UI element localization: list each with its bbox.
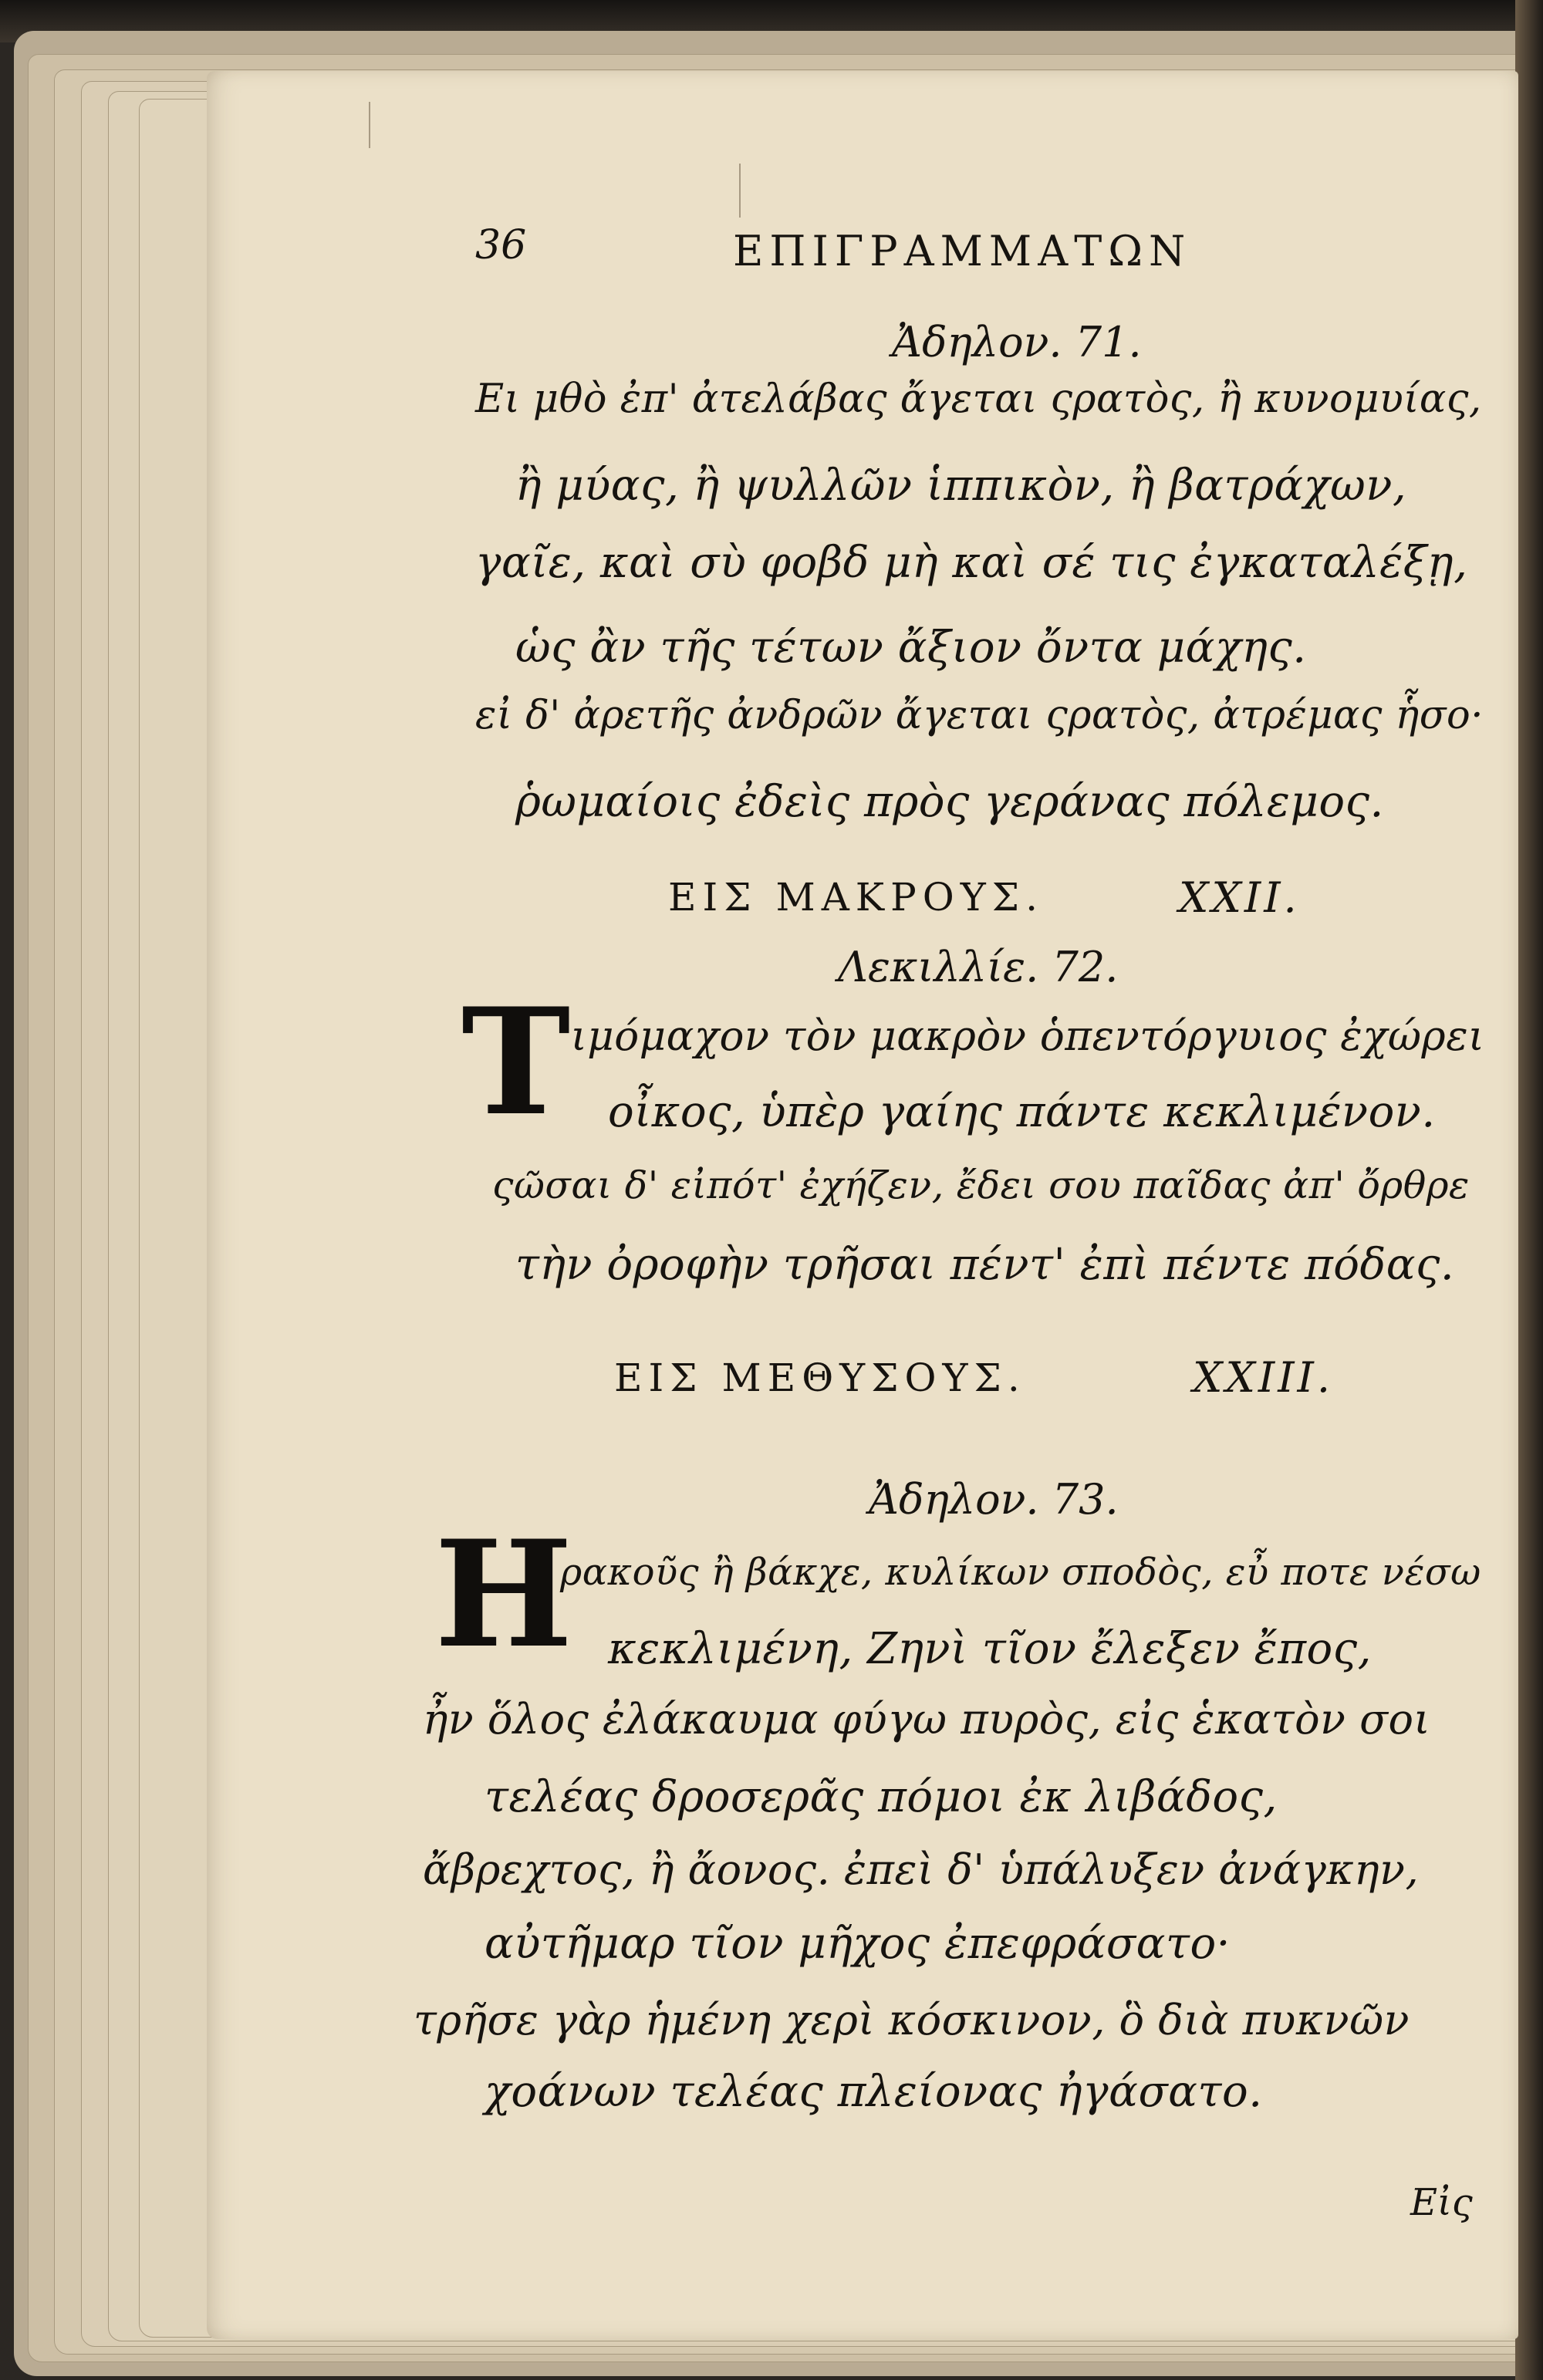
epigram-attribution: Ἀδηλον. 73. (869, 1475, 1119, 1524)
verse-line: αὐτῆμαρ τῖον μῆχος ἐπεφράσατο· (485, 1919, 1231, 1969)
printed-page (207, 71, 1518, 2339)
verse-line: ἄβρεχτος, ἢ ἄονος. ἐπεὶ δ' ὑπάλυξεν ἀνάγκην, (423, 1845, 1420, 1894)
ink-mark (369, 102, 370, 148)
verse-line: τρῆσε γὰρ ἡμένη χερὶ κόσκινον, ὃ διὰ πυκνῶν (414, 1996, 1410, 2044)
running-head: ΕΠΙΓΡΑΜΜΑΤΩΝ (733, 227, 1192, 275)
epigram-attribution: Λεκιλλίε. 72. (838, 943, 1119, 991)
verse-line: τὴν ὀροφὴν τρῆσαι πέντ' ἐπὶ πέντε πόδας. (515, 1240, 1455, 1290)
verse-line: τελέας δροσερᾶς πόμοι ἐκ λιβάδος, (485, 1772, 1278, 1822)
verse-line: ὡς ἂν τῆς τέτων ἄξιον ὄντα μάχης. (515, 623, 1307, 673)
verse-line: ἢ μύας, ἢ ψυλλῶν ἱππικὸν, ἢ βατράχων, (515, 461, 1407, 511)
verse-line: ἦν ὅλος ἐλάκαυμα φύγω πυρὸς, εἰς ἑκατὸν σοι (423, 1695, 1431, 1744)
section-numeral: XXII. (1179, 873, 1300, 922)
catchword: Εἰς (1410, 2181, 1473, 2224)
drop-cap-initial: H (434, 1508, 573, 1680)
facing-page-gutter (1515, 0, 1543, 2380)
verse-line: Ει μθὸ ἐπ' ἀτελάβας ἄγεται ςρατὸς, ἢ κυνομυίας, (475, 376, 1482, 422)
verse-line: ρακοῦς ἢ βάκχε, κυλίκων σποδὸς, εὖ ποτε νέσω (560, 1551, 1481, 1594)
ink-mark (739, 164, 741, 218)
verse-line: κεκλιμένη, Ζηνὶ τῖον ἔλεξεν ἔπος, (608, 1624, 1372, 1674)
section-heading: ΕΙΣ ΜΕΘΥΣΟΥΣ. (614, 1355, 1026, 1400)
verse-line: ςῶσαι δ' εἰπότ' ἐχήζεν, ἔδει σου παῖδας ἀπ' ὄρθρε (492, 1163, 1470, 1207)
verse-line: χοάνων τελέας πλείονας ἠγάσατο. (485, 2067, 1263, 2117)
section-heading: ΕΙΣ ΜΑΚΡΟΥΣ. (668, 875, 1045, 920)
drop-cap-initial: T (461, 976, 571, 1148)
verse-line: ιμόμαχον τὸν μακρὸν ὁπεντόργυιος ἐχώρει (571, 1013, 1485, 1060)
page-number: 36 (475, 222, 527, 268)
verse-line: οἶκος, ὑπὲρ γαίης πάντε κεκλιμένον. (608, 1087, 1436, 1137)
verse-line: ῥωμαίοις ἐδεὶς πρὸς γεράνας πόλεμος. (515, 777, 1384, 827)
verse-line: εἰ δ' ἀρετῆς ἀνδρῶν ἄγεται ςρατὸς, ἀτρέμας ἧσο· (475, 693, 1484, 738)
epigram-attribution: Ἀδηλον. 71. (892, 318, 1142, 366)
section-numeral: XXIII. (1193, 1353, 1334, 1402)
verse-line: γαῖε, καὶ σὺ φοβδ μὴ καὶ σέ τις ἐγκαταλέξῃ, (475, 538, 1468, 588)
